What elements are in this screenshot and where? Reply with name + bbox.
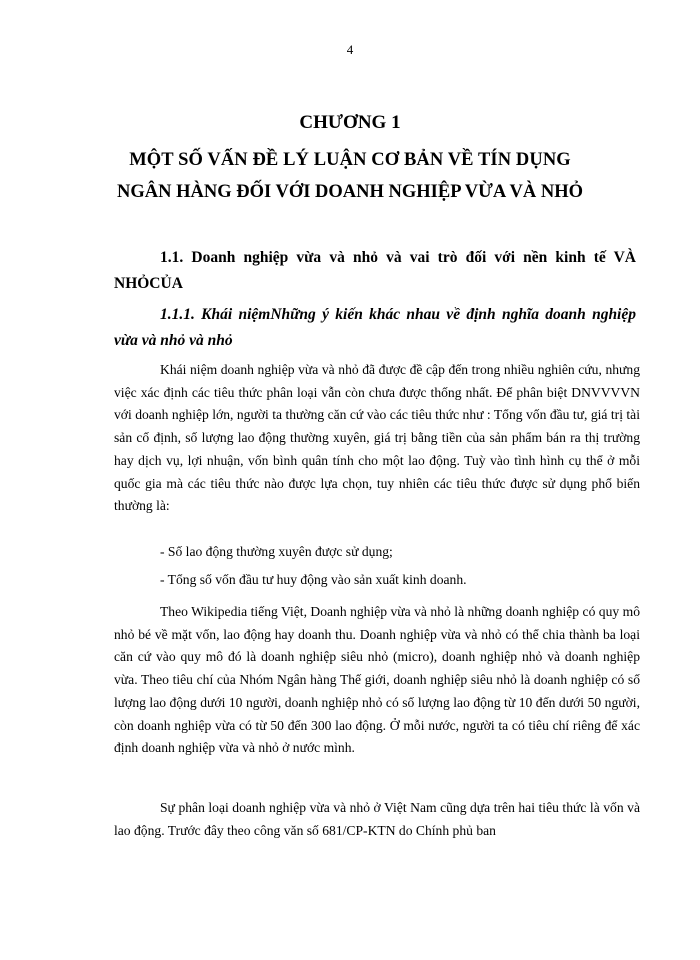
paragraph-text: Sự phân loại doanh nghiệp vừa và nhỏ ở Việt Nam cũng dựa trên hai tiêu thức là vốn và lao động. Trước đây theo công văn số 681/CP-KTN do Chính phủ ban [114,800,640,838]
paragraph-wikipedia [114,601,640,760]
paragraph-definition [114,359,640,518]
paragraph-text: Khái niệm doanh nghiệp vừa và nhỏ đã được đề cập đến trong nhiều nghiên cứu, nhưng việc xác định các tiêu thức phân loại vẫn còn chưa được thống nhất. Để phân biệt DNVVVVN với doanh nghiệp lớn, người ta thường căn cứ vào các tiêu thức như : Tổng vốn đầu tư, giá trị tài sản cố định, số lượng lao động thường xuyên, giá trị bằng tiền của sản phẩm bán ra thị trường hay dịch vụ, lợi nhuận, vốn bình quân tính cho một lao động. Tuỳ vào tình hình cụ thể ở mỗi quốc gia mà các tiêu thức nào được lựa chọn, tuy nhiên các tiêu thức được sử dụng phổ biến thường là: [114,362,640,514]
chapter-title-line-1: MỘT SỐ VẤN ĐỀ LÝ LUẬN CƠ BẢN VỀ TÍN DỤNG [129,150,571,170]
paragraph-text: Theo Wikipedia tiếng Việt, Doanh nghiệp vừa và nhỏ là những doanh nghiệp có quy mô nhỏ bé về mặt vốn, lao động hay doanh thu. Doanh nghiệp vừa và nhỏ có thể chia thành ba loại căn cứ vào quy mô đó là doanh nghiệp siêu nhỏ (micro), doanh nghiệp nhỏ và doanh nghiệp vừa. Theo tiêu chí của Nhóm Ngân hàng Thế giới, doanh nghiệp siêu nhỏ là doanh nghiệp có số lượng lao động dưới 10 người, doanh nghiệp nhỏ có số lượng lao động từ 10 đến dưới 50 người, còn doanh nghiệp vừa có từ 50 đến 300 lao động. Ở mỗi nước, người ta có tiêu chí riêng để xác định doanh nghiệp vừa và nhỏ ở nước mình. [114,604,640,756]
paragraph-vietnam-classification [114,797,640,842]
bullet-text: - Tổng số vốn đầu tư huy động vào sản xuất kinh doanh. [160,572,467,587]
chapter-title-line-2: NGÂN HÀNG ĐỐI VỚI DOANH NGHIỆP VỪA VÀ NHỎ [117,182,583,202]
section-heading-1-1: 1.1. Doanh nghiệp vừa và nhỏ và vai trò đối với nền kinh tế VÀ NHỎCỦA [114,249,636,292]
bullet-item [114,541,640,564]
section-heading-1-1-1: 1.1.1. Khái niệmNhững ý kiến khác nhau về định nghĩa doanh nghiệp vừa và nhỏ và nhỏ [114,306,636,349]
bullet-text: - Số lao động thường xuyên được sử dụng; [160,544,393,559]
page-number: 4 [346,42,354,57]
bullet-item [114,569,640,592]
chapter-number: CHƯƠNG 1 [299,112,401,133]
